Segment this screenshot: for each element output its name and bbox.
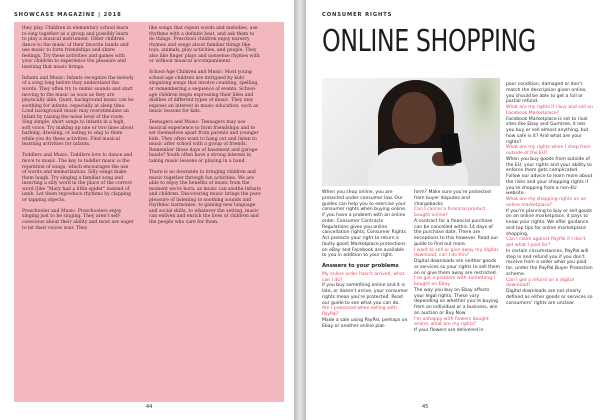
paragraph: If you buy something online and it is late, or doesn't arrive, your consumer rights mean you're protected. Read our guide to see what you can do. (322, 283, 409, 306)
page-number-right: 45 (422, 404, 429, 410)
paragraph: Teenagers and Music: Teenagers may use musical experience to form friendships and to set themselves apart from parents and younger kids. They often want to hang out and listen to music after school with a group of friends. Remember those days of basement and garage bands? Youth often have a strong interest in taking music lessons or playing in a band. (149, 120, 259, 165)
paragraph: A contract for a financial purchase can be cancelled within 14 days of the purchase date. There are exceptions to this however. Read our guide to find out more. (414, 218, 499, 247)
paragraph: Digital downloads are not clearly defined as either goods or services so consumers' rights are unclear. (506, 289, 593, 306)
left-column-1 (22, 26, 134, 237)
paragraph: When you buy goods from outside of the EU, your rights and your ability to enforce them gets complicated. Follow our advice to learn more about the risks and your shopping rights if you're shopping from a non-EU website. (506, 156, 593, 197)
question-heading: What are my shopping rights on an online marketplace? (506, 197, 587, 208)
woman-with-phone-photo (322, 78, 500, 186)
question-heading: What are my rights if I buy and sell on Facebook Marketplace? (506, 105, 594, 116)
paragraph: form? Make sure you're protected from buyer disputes and chargebacks (414, 190, 491, 207)
paragraph: Digital downloads are neither goods or services so your rights to sell them on or give them away are restricted. (414, 259, 501, 276)
plant-shape (460, 78, 500, 148)
left-column-2 (149, 26, 261, 231)
paragraph: There is no downside to bringing children and music together through fun activities. We are able to enjoy the benefits of music from the moment we're born, as music can soothe infants and children. Discovering music brings the pure pleasure of listening to soothing sounds and rhythmic harmonies, to gaining new language and social skills, to whatever the setting, music can enliven and enrich the lives of children and the people who care for them. (149, 170, 261, 225)
left-page (0, 0, 294, 420)
paragraph: In certain circumstances, PayPal will step in and refund you if you don't receive from a seller what you paid for, under the PayPal Buyer Protection scheme. (506, 248, 593, 277)
paragraph: Infants and Music: Infants recognize the melody of a song long before they understand the words. They often try to mimic sounds and start moving to the music as soon as they are physically able. Quiet, background music can be soothing for infants, especially at sleep time. Loud background music may overstimulate an infant by raising the noise level of the room. Sing simple, short songs to infants in a high, soft voice. Try making up one or two lines about bathing, dressing, or eating to sing to them while you do these activities. Find musical learning activities for infants. (22, 75, 134, 148)
question-heading: I've got a problem with something I bought on Ebay (414, 276, 495, 287)
paragraph: When you shop online, you are protected under consumer law. Our guides can help you to exercise your consumer rights when buying online, if you have a problem with an online order. Consumer Contracts Regulations gives you online cancellation rights; Consumer Rights Act protects your right to return a faulty good; Marketplace protections on eBay and Facebook are available to you in addition to your right. (322, 190, 407, 259)
question-heading: Am I protected when selling with PayPal? (322, 306, 397, 317)
question-heading: Can I cancel a financial product bought online? (414, 207, 486, 218)
paragraph: Facebook Marketplace is set to rival sites like Ebay and Gumtree, it lets you buy or sell almost anything, but how safe is it? And what are your rights? (506, 116, 589, 145)
paragraph: School-Age Children and Music: Most young school-age children are intrigued by kids' singalong songs that involve counting, spelling, or remembering a sequence of events. School-age children begin expressing their likes and dislikes of different types of music. They may express an interest in music education, such as music lessons for kids. (149, 70, 259, 115)
running-head-right: CONSUMER RIGHTS (322, 12, 393, 18)
question-heading: What are my rights when I shop from outside of the EU? (506, 145, 591, 156)
paragraph: The way you buy on Ebay affects your legal rights. These vary depending on whether you're buying from an individual or a business, win an auction or Buy Now (414, 287, 499, 316)
page-number-left: 44 (146, 404, 153, 410)
question-heading: I want to sell or give away my digital download, can I do this? (414, 247, 498, 259)
right-column-3 (506, 82, 594, 306)
paragraph: Toddlers and Music: Toddlers love to dance and move to music. The key to toddler music is the repetition of songs, which encourages the use of words and memorization. Silly songs make them laugh. Try singing a familiar song and inserting a silly word in the place of the correct word (like "Mary had a little spider" instead of lamb. Let them reproduce rhythms by clapping or tapping objects. (22, 153, 133, 203)
phone-shape (440, 133, 462, 165)
paragraph: like songs that repeat words and melodies, use rhythms with a definite beat, and ask them to do things. Preschool children enjoy nursery rhymes and songs about familiar things like toys, animals, play activities, and people. They also like finger plays and nonsense rhymes with or without musical accompaniment. (149, 26, 260, 65)
paragraph: If you're planning to buy or sell goods on an online marketplace, it pays to know your rights. We offer guidance and top tips for online marketplace shopping, (506, 208, 593, 237)
right-page (306, 0, 600, 420)
spine-gutter (294, 0, 306, 420)
paragraph: If your flowers are delivered in (414, 328, 484, 333)
paragraph: they play. Children in elementary school learn to sing together as a group and possibly learn to play a musical instrument. Older children dance to the music of their favorite bands and use music to form friendships and share feelings. Try these activities and games with your children to experience the pleasure and learning that music brings. (22, 26, 129, 70)
paragraph: Made a sale using PayPal, perhaps on Ebay or another online plat- (322, 317, 408, 329)
paragraph: Preschooler and Music: Preschoolers enjoy singing just to be singing. They aren't self-conscious about their ability and most are eager to let their voices soar. They (22, 208, 134, 231)
question-heading: My online order hasn't arrived, what can I do? (322, 271, 405, 283)
question-heading: Can I get a refund on a digital download? (506, 277, 574, 289)
running-head-left: SHOWCASE MAGAZINE | 2018 (14, 12, 122, 18)
section-heading: Answers to your problems (322, 263, 399, 269)
paragraph: poor condition, damaged or don't match the description given online, you should be able to get a full or partial refund. (506, 82, 587, 105)
question-heading: I'm unhappy with flowers bought online, what are my rights? (414, 316, 489, 328)
face-shape (392, 92, 436, 144)
right-column-2 (414, 190, 500, 334)
question-heading: Can I claim against PayPal if I don't get what I paid for? (506, 237, 586, 248)
right-column-1 (322, 190, 410, 329)
article-title: ONLINE SHOPPING (322, 24, 536, 59)
